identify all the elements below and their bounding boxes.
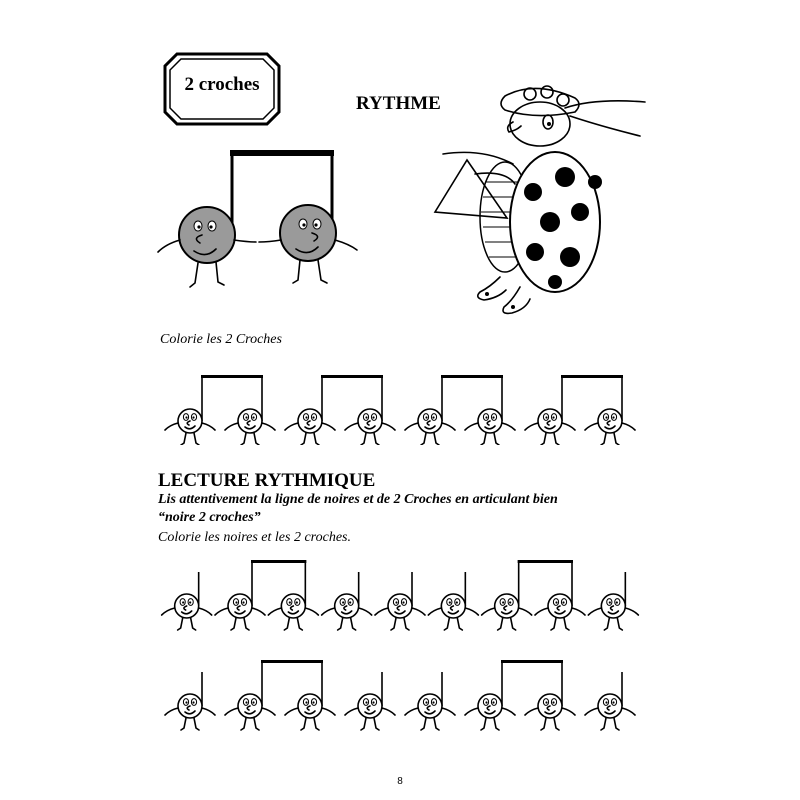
rhythm-row-2 xyxy=(140,550,660,640)
exercise1-instruction: Colorie les 2 Croches xyxy=(160,332,282,347)
noire-figure xyxy=(405,672,455,730)
big-croches-illustration xyxy=(150,140,370,300)
ladybug-triangle-illustration xyxy=(405,82,655,332)
noire-figure xyxy=(375,572,425,630)
noire-figure xyxy=(165,672,215,730)
croches-figure xyxy=(482,560,585,630)
rhythm-row-1 xyxy=(140,365,660,445)
lecture-line-2: “noire 2 croches” xyxy=(158,510,261,525)
noire-figure xyxy=(588,572,638,630)
croches-figure xyxy=(525,375,635,445)
croches-figure xyxy=(165,375,275,445)
noire-figure xyxy=(345,672,395,730)
page-title: RYTHME xyxy=(356,93,441,114)
croches-figure xyxy=(285,375,395,445)
croches-figure xyxy=(225,660,335,730)
lecture-instruction: Colorie les noires et les 2 croches. xyxy=(158,530,351,545)
rhythm-row-3 xyxy=(140,650,660,740)
lecture-line-1: Lis attentivement la ligne de noires et de 2 Croches en articulant bien xyxy=(158,492,558,507)
page-number: 8 xyxy=(397,776,403,787)
badge-label: 2 croches xyxy=(184,74,260,95)
noire-figure xyxy=(162,572,212,630)
croches-figure xyxy=(465,660,575,730)
lecture-title: LECTURE RYTHMIQUE xyxy=(158,470,376,491)
noire-figure xyxy=(322,572,372,630)
croches-figure xyxy=(215,560,318,630)
croches-figure xyxy=(405,375,515,445)
noire-figure xyxy=(428,572,478,630)
noire-figure xyxy=(585,672,635,730)
title-badge xyxy=(163,52,281,126)
